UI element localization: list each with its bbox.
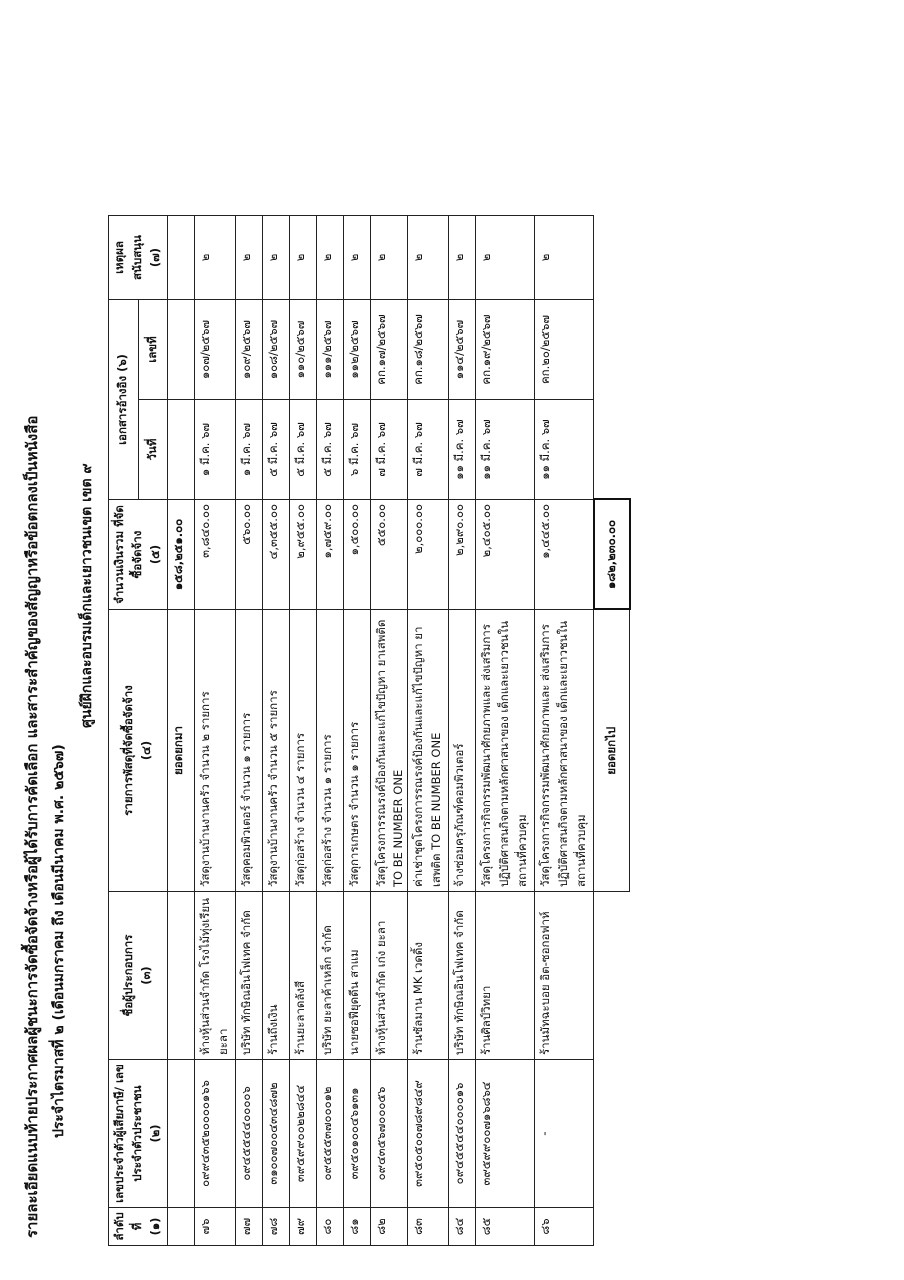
row-no: ๘๒ [371,1208,408,1246]
row-amount: ๑,๔๔๕.๐๐ [535,500,594,610]
row-no: ๘๓ [408,1208,449,1246]
row-tax-id: ๓๙๕๐๕๐๐๗๘๙๘๔๙ [408,1060,449,1208]
row-amount: ๒,๙๕๕.๐๐ [290,500,317,610]
row-date: ๑๑ มี.ค. ๖๗ [476,400,535,500]
carried-out-row [594,216,630,1246]
row-tax-id: ๓๙๕๐๑๐๐๔๖๑๓๑ [344,1060,371,1208]
row-vendor: ร้านยะลาดลังสี [290,892,317,1060]
row-doc-no: คก.๒๐/๒๕๖๗ [535,300,594,400]
row-tax-id: - [535,1060,594,1208]
header-no: ลำดับที่ (๑) [109,1208,168,1246]
row-doc-no: ๑๑๑/๒๕๖๗ [317,300,344,400]
row-reason: ๒ [535,216,594,300]
row-doc-no: ๑๐๙/๒๕๖๗ [236,300,263,400]
table-row [236,216,263,1246]
table-row [317,216,344,1246]
table-body [168,216,594,1246]
row-doc-no: คก.๑๗/๒๕๖๗ [371,300,408,400]
table-row [290,216,317,1246]
row-no: ๗๗ [236,1208,263,1246]
carried-in-label: ยอดยกมา [168,610,195,892]
row-doc-no: คก.๑๘/๒๕๖๗ [408,300,449,400]
row-amount: ๓,๘๔๐.๐๐ [195,500,236,610]
row-no: ๘๔ [449,1208,476,1246]
row-no: ๗๘ [263,1208,290,1246]
row-amount: ๕๕๐.๐๐ [371,500,408,610]
procurement-table [108,215,631,1246]
table-row [476,216,535,1246]
row-doc-no: คก.๑๙/๒๕๖๗ [476,300,535,400]
row-reason: ๒ [317,216,344,300]
header-tax-id: เลขประจำตัวผู้เสียภาษี/ เลขประจำตัวประชาชน (๒) [109,1060,168,1208]
row-reason: ๒ [476,216,535,300]
row-vendor: บริษัท ทักษิณอินโฟเทค จำกัด [449,892,476,1060]
row-doc-no: ๑๑๔/๒๕๖๗ [449,300,476,400]
title-line-3: ศูนย์ฝึกและอบรมเด็กและเยาวชนเขต เขต ๙ [79,463,95,728]
row-doc-no: ๑๐๗/๒๕๖๗ [195,300,236,400]
row-date: ๑ มี.ค. ๖๗ [236,400,263,500]
row-vendor: ห้างหุ้นส่วนจำกัด เก่ง ยะลา [371,892,408,1060]
header-doc-no: เลขที่ [138,300,168,400]
table-row [195,216,236,1246]
row-no: ๘๖ [535,1208,594,1246]
header-documents: เอกสารอ้างอิง (๖) [109,300,139,500]
row-vendor: ร้านมัทฉะบอย อิต-ซอกอฟาห์ [535,892,594,1060]
header-item: รายการพัสดุที่จัดซื้อจัดจ้าง (๔) [109,610,168,892]
row-tax-id: ๐๙๙๔๓๕๒๐๐๐๐๑๖๖ [195,1060,236,1208]
row-item: วัสดุงานบ้านงานครัว จำนวน ๕ รายการ [263,610,290,892]
row-reason: ๒ [449,216,476,300]
header-amount: จำนวนเงินรวม ที่จัดซื้อจัดจ้าง (๕) [109,500,168,610]
row-doc-no: ๑๑๐/๒๕๖๗ [290,300,317,400]
row-amount: ๑,๗๕๙.๐๐ [317,500,344,610]
row-amount: ๑,๕๐๐.๐๐ [344,500,371,610]
row-date: ๑๑ มี.ค. ๖๗ [449,400,476,500]
row-tax-id: ๐๙๔๕๕๔๔๐๐๐๐๖ [236,1060,263,1208]
row-amount: ๒,๔๐๕.๐๐ [476,500,535,610]
row-item: วัสดุก่อสร้าง จำนวน ๔ รายการ [290,610,317,892]
row-vendor: ห้างหุ้นส่วนจำกัด โรงไม้ทุ่งเรียนยะลา [195,892,236,1060]
row-doc-no: ๑๑๒/๒๕๖๗ [344,300,371,400]
row-date: ๕ มี.ค. ๖๗ [317,400,344,500]
row-date: ๕ มี.ค. ๖๗ [263,400,290,500]
row-vendor: ร้านถึงเงิน [263,892,290,1060]
row-no: ๗๖ [195,1208,236,1246]
table-row [371,216,408,1246]
header-vendor: ชื่อผู้ประกอบการ (๓) [109,892,168,1060]
row-vendor: ร้านศิลป์วิทยา [476,892,535,1060]
row-tax-id: ๐๙๔๓๕๖๗๐๐๐๕๖ [371,1060,408,1208]
row-vendor: ร้านซัลมาน MK เวดดิ้ง [408,892,449,1060]
row-amount: ๒,๒๙๐.๐๐ [449,500,476,610]
row-reason: ๒ [236,216,263,300]
row-date: ๗ มี.ค. ๖๗ [408,400,449,500]
row-item: ค่าเช่าชุดโครงการรณรงค์ป้องกันและแก้ไขปัญหา ยาเสพติด TO BE NUMBER ONE [408,610,449,892]
header-reason: เหตุผลสนับสนุน (๗) [109,216,168,300]
row-no: ๘๑ [344,1208,371,1246]
table-row [344,216,371,1246]
row-tax-id: ๐๙๕๕๕๓๗๐๐๐๑๒ [317,1060,344,1208]
row-date: ๗ มี.ค. ๖๗ [371,400,408,500]
row-item: วัสดุการเกษตร จำนวน ๑ รายการ [344,610,371,892]
row-no: ๗๙ [290,1208,317,1246]
row-reason: ๒ [371,216,408,300]
row-item: จ้างซ่อมครุภัณฑ์คอมพิวเตอร์ [449,610,476,892]
row-reason: ๒ [263,216,290,300]
row-tax-id: ๐๙๔๕๕๔๔๐๐๐๐๑๖ [449,1060,476,1208]
table-row [449,216,476,1246]
row-reason: ๒ [408,216,449,300]
row-date: ๖ มี.ค. ๖๗ [344,400,371,500]
row-amount: ๒,๐๐๐.๐๐ [408,500,449,610]
title-line-1: รายละเอียดแนบท้ายประกาศผลผู้ชนะการจัดซื้อจัดจ้างหรือผู้ได้รับการคัดเลือก และสาระสำคัญของสัญญาหรือข้อตกลงเป็นหนังสือ [23,415,41,1238]
row-date: ๕ มี.ค. ๖๗ [290,400,317,500]
rotated-document [12,68,892,1268]
row-no: ๘๐ [317,1208,344,1246]
row-tax-id: ๓๙๕๙๙๐๐๗๑๖๘๖๔ [476,1060,535,1208]
table-row [535,216,594,1246]
table-row [263,216,290,1246]
row-tax-id: ๓๑๐๐๗๐๐๔๓๔๘๗๒ [263,1060,290,1208]
row-date: ๑๑ มี.ค. ๖๗ [535,400,594,500]
row-item: วัสดุโครงการกิจกรรมพัฒนาศักยภาพและ ส่งเสริมการปฏิบัติศาสนกิจตามหลักศาสนาของ เด็กและเยาวชนในสถานที่ควบคุม [535,610,594,892]
row-item: วัสดุก่อสร้าง จำนวน ๑ รายการ [317,610,344,892]
carried-in-amount: ๑๕๘,๒๕๑.๐๐ [168,500,195,610]
row-date: ๑ มี.ค. ๖๗ [195,400,236,500]
row-tax-id: ๓๙๕๙๙๐๐๒๒๘๔๔ [290,1060,317,1208]
row-amount: ๔,๓๕๕.๐๐ [263,500,290,610]
row-amount: ๕๖๐.๐๐ [236,500,263,610]
row-item: วัสดุงานบ้านงานครัว จำนวน ๒ รายการ [195,610,236,892]
row-reason: ๒ [290,216,317,300]
header-date: วันที่ [138,400,168,500]
row-vendor: นายซอฟียุดดีน สาแม [344,892,371,1060]
carried-in-row [168,216,195,1246]
row-item: วัสดุโครงการรณรงค์ป้องกันและแก้ไขปัญหา ยาเสพติด TO BE NUMBER ONE [371,610,408,892]
row-vendor: บริษัท ยะลาค้าเหล็ก จำกัด [317,892,344,1060]
row-reason: ๒ [195,216,236,300]
document-titles [20,88,98,1248]
row-no: ๘๕ [476,1208,535,1246]
row-doc-no: ๑๐๘/๒๕๖๗ [263,300,290,400]
row-reason: ๒ [344,216,371,300]
carried-out-amount: ๑๘๒,๒๓๐.๐๐ [594,500,630,610]
row-vendor: บริษัท ทักษิณอินโฟเทค จำกัด [236,892,263,1060]
row-item: วัสดุโครงการกิจกรรมพัฒนาศักยภาพและ ส่งเสริมการปฏิบัติศาสนกิจตามหลักศาสนาของ เด็กและเยาวชนในสถานที่ควบคุม [476,610,535,892]
title-line-2: ประจำไตรมาสที่ ๒ (เดือนมกราคม ถึง เดือนมีนาคม พ.ศ. ๒๕๖๗) [51,744,67,1138]
row-item: วัสดุคอมพิวเตอร์ จำนวน ๑ รายการ [236,610,263,892]
carried-out-label: ยอดยกไป [594,610,630,892]
table-row [408,216,449,1246]
